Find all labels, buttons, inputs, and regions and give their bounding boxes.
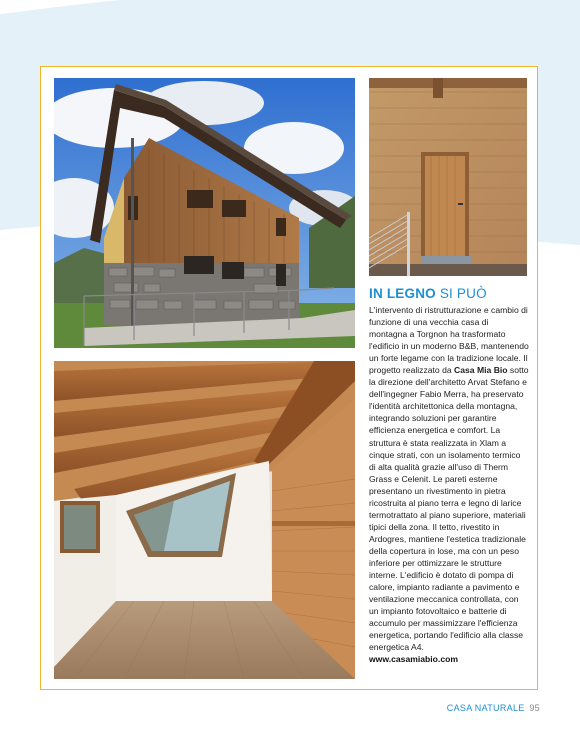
page-number: 95 [529, 703, 540, 713]
article-headline [369, 286, 529, 302]
headline-bold: IN LEGNO [369, 286, 436, 301]
article-column [369, 286, 529, 665]
magazine-name: CASA NATURALE [446, 703, 525, 713]
article-body [369, 304, 529, 653]
company-name: Casa Mia Bio [454, 365, 508, 376]
attic-interior-photo [54, 361, 355, 679]
body-part-1: L'intervento di ristrutturazione e cambio di funzione di una vecchia casa di montagna a Torgnon ha trasformato l'edificio in un moderno B&B, mantenendo un forte legame con la tradizione locale. Il progetto realizzato da [369, 305, 529, 376]
website-link[interactable]: www.casamiabio.com [369, 654, 458, 665]
wooden-door-photo [369, 78, 527, 276]
house-exterior-photo [54, 78, 355, 348]
page-footer [447, 703, 540, 713]
body-part-2: sotto la direzione dell'architetto Arvat Stefano e dell'ingegner Fabio Merra, ha preservato l'identità architettonica della montagna, integrando soluzioni per garantire efficienza energetica e comfort. La struttura è stata realizzata in Xlam a cinque strati, con un isolamento termico di alta qualità grazie all'uso di Therm Grass e Celenit. Le pareti esterne presentano un rivestimento in pietra ricostruita al piano terra e legno di larice termotrattato al piano superiore, materiali tipici della zona. Il tetto, rivestito in Ardogres, mantiene l'estetica tradizionale della copertura in lose, ma con un peso inferiore per ottimizzare le strutture interne. L'edificio è dotato di pompa di calore, impianto radiante a pavimento e ventilazione meccanica controllata, con un impianto fotovoltaico e batterie di accumulo per massimizzare l'efficienza energetica, portando l'edificio alla classe energetica A4. [369, 365, 529, 653]
headline-rest: SI PUÒ [439, 286, 487, 301]
